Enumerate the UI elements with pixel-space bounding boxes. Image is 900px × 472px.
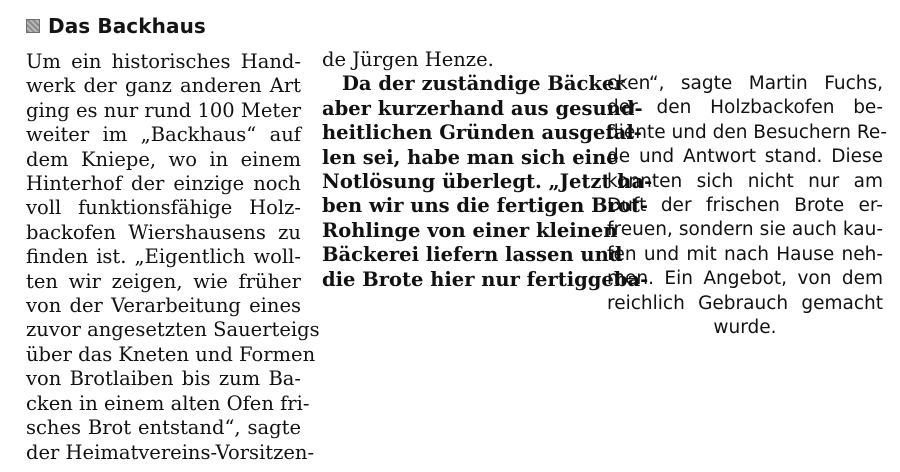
text-line: konnten sich nicht nur am (607, 170, 883, 192)
text-line: sches Brot entstand“, sagte (26, 416, 301, 440)
text-line: len sei, habe man sich eine (322, 145, 619, 169)
text-line: ging es nur rund 100 Meter (26, 98, 302, 122)
text-line: finden ist. „Eigentlich woll- (26, 245, 301, 269)
text-line: Hinterhof der einzige noch (26, 172, 301, 196)
text-line: der den Holzbackofen be- (607, 97, 883, 119)
text-line: weiter im „Backhaus“ auf (26, 123, 301, 147)
text-line: backofen Wiershausens zu (26, 220, 301, 244)
text-line: cken“, sagte Martin Fuchs, (607, 73, 883, 94)
text-column-1 (26, 50, 320, 465)
text-line: reichlich Gebrauch gemacht (607, 292, 883, 314)
text-line: Rohlinge von einer kleinen (322, 218, 618, 242)
text-line: men. Ein Angebot, von dem (607, 268, 883, 290)
text-line: Da der zuständige Bäcker (342, 72, 625, 96)
text-line: über das Kneten und Formen (26, 342, 316, 366)
text-line: der Heimatvereins-Vorsitzen- (26, 440, 315, 464)
text-line: dem Kniepe, wo in einem (26, 147, 301, 171)
text-line: aber kurzerhand aus gesund- (322, 96, 643, 120)
text-line: cken in einem alten Ofen fri- (26, 391, 310, 415)
article-title: Das Backhaus (48, 14, 206, 38)
text-line: von der Verarbeitung eines (26, 294, 301, 318)
text-line: zuvor angesetzten Sauerteigs (26, 318, 320, 342)
text-line: Duft der frischen Brote er- (607, 195, 883, 217)
text-line: Notlösung überlegt. „Jetzt ha- (322, 170, 653, 194)
text-line: de und Antwort stand. Diese (607, 146, 883, 168)
text-line: heitlichen Gründen ausgefal- (322, 121, 642, 145)
text-line: diente und den Besuchern Re- (607, 121, 887, 143)
text-line: Um ein historisches Hand- (26, 50, 301, 73)
text-line: Bäckerei liefern lassen und (322, 243, 623, 267)
text-line: werk der ganz anderen Art (26, 74, 301, 98)
text-column-3 (607, 72, 887, 340)
text-line: freuen, sondern sie auch kau- (607, 219, 883, 241)
text-line: voll funktionsfähige Holz- (26, 196, 301, 220)
text-line: ten wir zeigen, wie früher (26, 269, 301, 293)
square-bullet-icon (26, 19, 40, 33)
text-column-2 (322, 48, 653, 292)
text-line: fen und mit nach Hause neh- (607, 243, 883, 265)
text-line: die Brote hier nur fertiggeba- (322, 267, 649, 291)
text-line: ben wir uns die fertigen Brot- (322, 194, 648, 218)
text-line: wurde. (713, 317, 777, 339)
text-line: de Jürgen Henze. (322, 48, 494, 71)
article-headline (26, 14, 206, 38)
text-line: von Brotlaiben bis zum Ba- (26, 367, 301, 391)
